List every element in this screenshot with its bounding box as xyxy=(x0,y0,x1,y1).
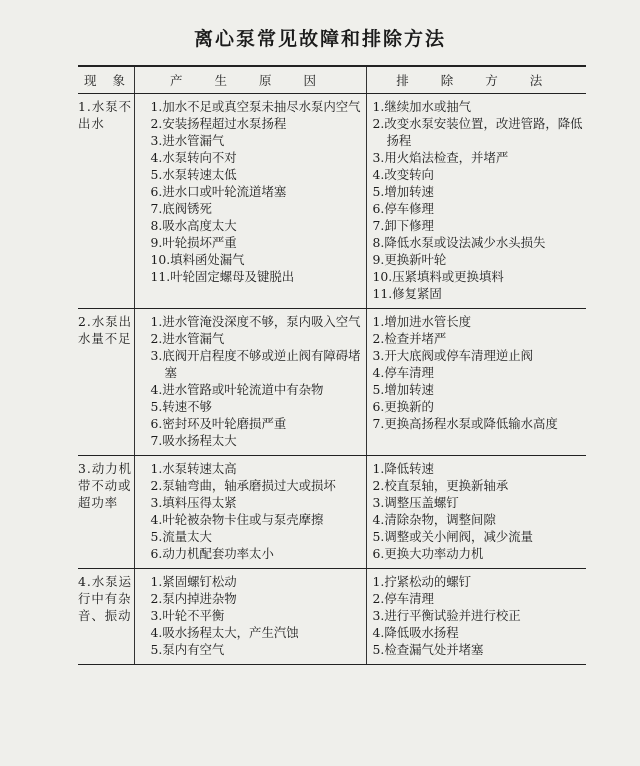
remedy-item: 1.降低转速 xyxy=(372,461,434,476)
cause-item: 1.水泵转速太高 xyxy=(150,461,237,476)
cause-item: 2.泵内掉进杂物 xyxy=(150,591,237,606)
cause-item: 7.底阀锈死 xyxy=(150,201,212,216)
cause-item: 5.转速不够 xyxy=(150,399,212,414)
remedy-item: 1.拧紧松动的螺钉 xyxy=(372,574,472,589)
cause-item: 11.叶轮固定螺母及键脱出 xyxy=(150,269,295,284)
cause-cell xyxy=(134,94,366,309)
cause-item: 5.流量太大 xyxy=(150,529,212,544)
remedy-cell xyxy=(366,456,586,569)
table-row xyxy=(78,94,586,309)
cause-item: 6.动力机配套功率太小 xyxy=(150,546,274,561)
remedy-item: 6.停车修理 xyxy=(372,201,434,216)
remedy-item: 4.改变转向 xyxy=(372,167,434,182)
remedy-item: 8.降低水泵或设法减少水头损失 xyxy=(372,235,546,250)
symptom-cell: 2.水泵出水量不足 xyxy=(78,309,134,456)
remedy-item: 5.增加转速 xyxy=(372,382,434,397)
remedy-item: 4.降低吸水扬程 xyxy=(372,625,459,640)
remedy-item: 2.校直泵轴，更换新轴承 xyxy=(372,478,509,493)
remedy-item: 2.停车清理 xyxy=(372,591,434,606)
cause-item: 4.水泵转向不对 xyxy=(150,150,237,165)
cause-item: 4.进水管路或叶轮流道中有杂物 xyxy=(150,382,324,397)
cause-item: 3.叶轮不平衡 xyxy=(150,608,225,623)
remedy-item: 7.更换高扬程水泵或降低输水高度 xyxy=(372,416,558,431)
remedy-item: 10.压紧填料或更换填料 xyxy=(372,269,504,284)
cause-item: 10.填料函处漏气 xyxy=(150,252,245,267)
troubleshooting-table xyxy=(78,65,586,665)
cause-item: 4.叶轮被杂物卡住或与泵壳摩擦 xyxy=(150,512,324,527)
cause-item: 6.密封环及叶轮磨损严重 xyxy=(150,416,287,431)
remedy-item: 7.卸下修理 xyxy=(372,218,434,233)
remedy-item: 5.增加转速 xyxy=(372,184,434,199)
cause-item: 6.进水口或叶轮流道堵塞 xyxy=(150,184,287,199)
table-header-row xyxy=(78,66,586,94)
cause-item: 2.进水管漏气 xyxy=(150,331,225,346)
cause-item: 9.叶轮损坏严重 xyxy=(150,235,237,250)
remedy-item: 3.用火焰法检查，并堵严 xyxy=(372,150,509,165)
remedy-cell xyxy=(366,569,586,665)
cause-item: 5.水泵转速太低 xyxy=(150,167,237,182)
remedy-item: 11.修复紧固 xyxy=(372,286,442,301)
remedy-item: 2.检查并堵严 xyxy=(372,331,447,346)
remedy-cell xyxy=(366,94,586,309)
remedy-cell xyxy=(366,309,586,456)
cause-item: 3.底阀开启程度不够或逆止阀有障碍堵塞 xyxy=(150,348,361,380)
remedy-item: 3.进行平衡试验并进行校正 xyxy=(372,608,521,623)
remedy-item: 6.更换大功率动力机 xyxy=(372,546,484,561)
remedy-item: 9.更换新叶轮 xyxy=(372,252,447,267)
cause-item: 2.安装扬程超过水泵扬程 xyxy=(150,116,287,131)
header-cause: 产 生 原 因 xyxy=(134,66,366,94)
cause-item: 1.加水不足或真空泵未抽尽水泵内空气 xyxy=(150,99,361,114)
remedy-item: 4.停车清理 xyxy=(372,365,434,380)
remedy-item: 6.更换新的 xyxy=(372,399,434,414)
cause-item: 1.进水管淹没深度不够，泵内吸入空气 xyxy=(150,314,361,329)
remedy-item: 1.增加进水管长度 xyxy=(372,314,472,329)
cause-item: 2.泵轴弯曲，轴承磨损过大或损坏 xyxy=(150,478,336,493)
header-phenomenon: 现 象 xyxy=(78,66,134,94)
symptom-cell: 1.水泵不出水 xyxy=(78,94,134,309)
remedy-item: 4.清除杂物，调整间隙 xyxy=(372,512,496,527)
remedy-item: 1.继续加水或抽气 xyxy=(372,99,472,114)
cause-cell xyxy=(134,569,366,665)
cause-item: 3.进水管漏气 xyxy=(150,133,225,148)
cause-item: 5.泵内有空气 xyxy=(150,642,225,657)
cause-item: 7.吸水扬程太大 xyxy=(150,433,237,448)
header-remedy: 排 除 方 法 xyxy=(366,66,586,94)
remedy-item: 2.改变水泵安装位置，改进管路，降低扬程 xyxy=(372,116,583,148)
cause-item: 1.紧固螺钉松动 xyxy=(150,574,237,589)
cause-item: 3.填料压得太紧 xyxy=(150,495,237,510)
remedy-item: 3.调整压盖螺钉 xyxy=(372,495,459,510)
remedy-item: 5.调整或关小闸阀，减少流量 xyxy=(372,529,534,544)
symptom-cell: 3.动力机带不动或超功率 xyxy=(78,456,134,569)
cause-item: 4.吸水扬程太大，产生汽蚀 xyxy=(150,625,299,640)
table-body xyxy=(78,94,586,665)
table-row xyxy=(78,569,586,665)
remedy-item: 5.检查漏气处并堵塞 xyxy=(372,642,484,657)
remedy-item: 3.开大底阀或停车清理逆止阀 xyxy=(372,348,534,363)
table-row xyxy=(78,309,586,456)
cause-cell xyxy=(134,309,366,456)
cause-cell xyxy=(134,456,366,569)
document-title: 离心泵常见故障和排除方法 xyxy=(193,28,446,50)
symptom-cell: 4.水泵运行中有杂音、振动 xyxy=(78,569,134,665)
table-row xyxy=(78,456,586,569)
cause-item: 8.吸水高度太大 xyxy=(150,218,237,233)
